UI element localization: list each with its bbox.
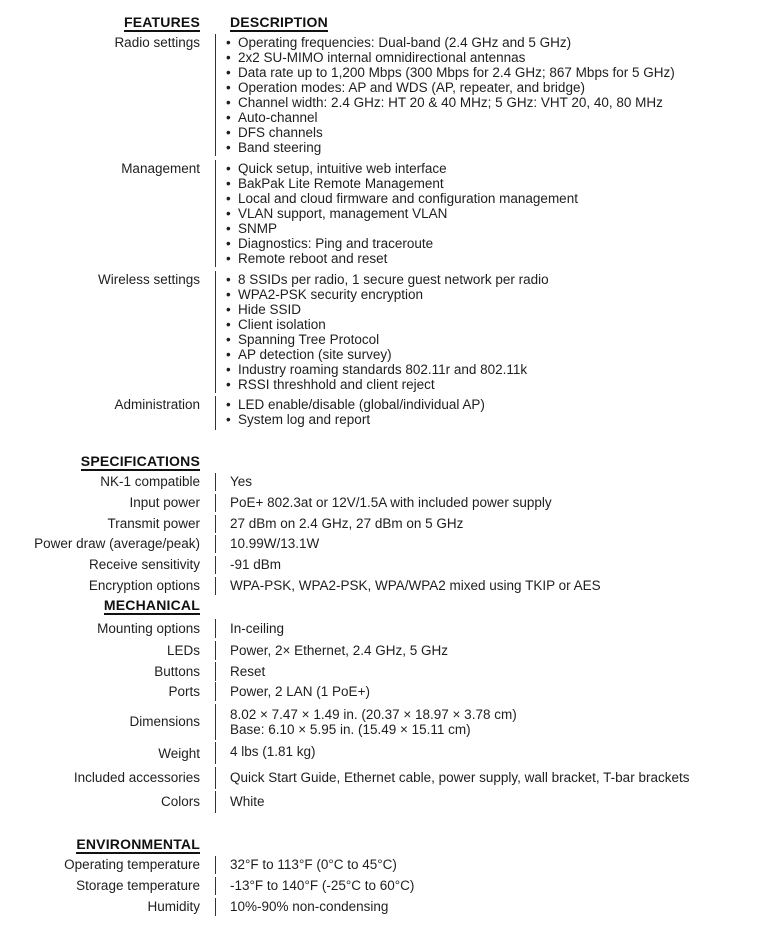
bullet-item: • AP detection (site survey) [226,347,392,362]
feature-group-label: Administration [114,397,200,412]
bullet-item: • BakPak Lite Remote Management [226,176,444,191]
specifications-heading: SPECIFICATIONS [80,453,200,469]
divider [215,160,216,267]
bullet-item: • Operation modes: AP and WDS (AP, repeater, and bridge) [226,80,585,95]
spec-label: Storage temperature [76,878,200,893]
spec-label: Encryption options [88,578,200,593]
description-heading: DESCRIPTION [230,14,328,30]
spec-label: Weight [158,746,200,761]
bullet-item: • Remote reboot and reset [226,251,388,266]
divider [215,473,216,491]
bullet-item: • DFS channels [226,125,323,140]
bullet-item: • Client isolation [226,317,326,332]
spec-value: 10%-90% non-condensing [230,899,389,914]
bullet-item: • Band steering [226,140,322,155]
bullet-item: • Data rate up to 1,200 Mbps (300 Mbps for 2.4 GHz; 867 Mbps for 5 GHz) [226,65,675,80]
spec-value: PoE+ 802.3at or 12V/1.5A with included power supply [230,495,552,510]
spec-label: Dimensions [129,714,200,729]
divider [215,767,216,789]
spec-value: Power, 2× Ethernet, 2.4 GHz, 5 GHz [230,643,448,658]
spec-label: Operating temperature [64,857,200,872]
spec-value: 4 lbs (1.81 kg) [230,744,316,759]
bullet-item: • SNMP [226,221,278,236]
feature-group-label: Management [121,161,200,176]
environmental-heading: ENVIRONMENTAL [76,836,200,852]
bullet-item: • Auto-channel [226,110,318,125]
divider [215,877,216,895]
spec-value: 32°F to 113°F (0°C to 45°C) [230,857,397,872]
spec-value: 10.99W/13.1W [230,536,320,551]
divider [215,535,216,553]
bullet-item: • Diagnostics: Ping and traceroute [226,236,434,251]
spec-value: Power, 2 LAN (1 PoE+) [230,684,370,699]
divider [215,271,216,393]
divider [215,682,216,701]
divider [215,494,216,512]
bullet-item: • WPA2-PSK security encryption [226,287,424,302]
divider [215,641,216,660]
spec-value: White [230,794,265,809]
divider [215,662,216,681]
divider [215,34,216,156]
bullet-item: • System log and report [226,412,371,427]
bullet-item: • Local and cloud firmware and configuration management [226,191,578,206]
spec-label: Included accessories [73,770,200,785]
spec-value: WPA-PSK, WPA2-PSK, WPA/WPA2 mixed using TKIP or AES [230,578,601,593]
spec-value: 27 dBm on 2.4 GHz, 27 dBm on 5 GHz [230,516,464,531]
spec-label: LEDs [166,643,200,658]
divider [215,515,216,533]
bullet-item: • Quick setup, intuitive web interface [226,161,447,176]
spec-label: Humidity [147,899,200,914]
spec-label: Receive sensitivity [88,557,200,572]
spec-value: Quick Start Guide, Ethernet cable, power supply, wall bracket, T-bar brackets [230,770,690,785]
feature-group-label: Wireless settings [97,272,200,287]
divider [215,619,216,638]
bullet-item: • RSSI threshhold and client reject [226,377,435,392]
divider [215,577,216,595]
bullet-item: • Industry roaming standards 802.11r and 802.11k [226,362,528,377]
bullet-item: • 2x2 SU-MIMO internal omnidirectional antennas [226,50,526,65]
bullet-item: • Channel width: 2.4 GHz: HT 20 & 40 MHz; 5 GHz: VHT 20, 40, 80 MHz [226,95,663,110]
spec-label: Transmit power [107,516,200,531]
spec-label: NK-1 compatible [100,474,200,489]
spec-label: Buttons [154,664,200,679]
spec-value: In-ceiling [230,621,285,636]
divider [215,791,216,813]
spec-value: -91 dBm [230,557,282,572]
features-heading: FEATURES [123,14,200,30]
spec-value: Reset [230,664,266,679]
divider [215,856,216,874]
spec-value: 8.02 × 7.47 × 1.49 in. (20.37 × 18.97 × 3.78 cm) [230,707,517,722]
spec-label: Input power [129,495,200,510]
spec-value: -13°F to 140°F (-25°C to 60°C) [230,878,415,893]
spec-value: Yes [230,474,253,489]
divider [215,742,216,764]
spec-label: Power draw (average/peak) [34,536,200,551]
spec-label: Mounting options [97,621,200,636]
bullet-item: • Operating frequencies: Dual-band (2.4 GHz and 5 GHz) [226,35,572,50]
bullet-item: • LED enable/disable (global/individual AP) [226,397,485,412]
spec-label: Colors [160,794,200,809]
spec-label: Ports [168,684,200,699]
bullet-item: • Hide SSID [226,302,302,317]
spec-value-secondary: Base: 6.10 × 5.95 in. (15.49 × 15.11 cm) [230,722,471,737]
bullet-item: • 8 SSIDs per radio, 1 secure guest network per radio [226,272,549,287]
divider [215,704,216,740]
divider [215,556,216,574]
bullet-item: • VLAN support, management VLAN [226,206,448,221]
feature-group-label: Radio settings [114,35,200,50]
divider [215,396,216,430]
bullet-item: • Spanning Tree Protocol [226,332,380,347]
divider [215,898,216,916]
mechanical-heading: MECHANICAL [103,597,200,613]
